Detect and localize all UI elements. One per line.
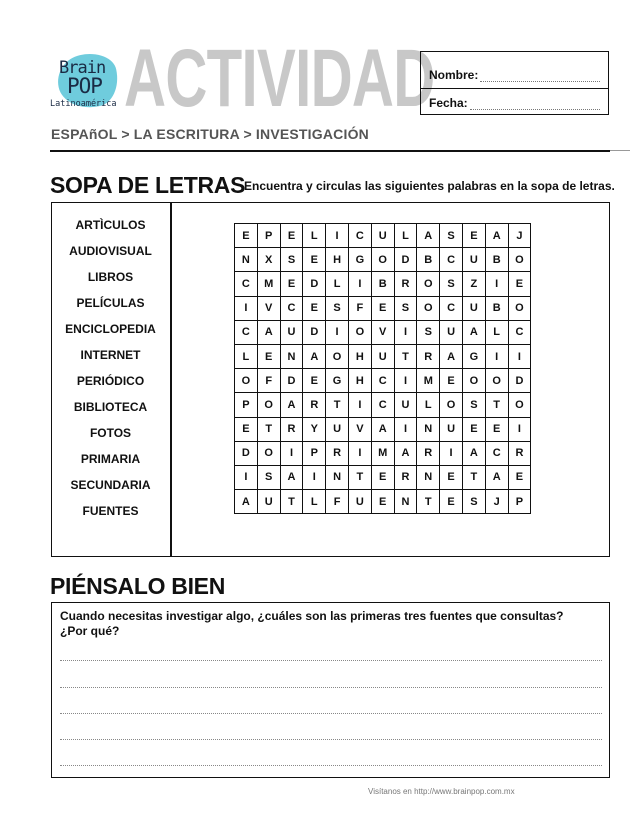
grid-cell[interactable]: B [485,248,508,272]
grid-cell[interactable]: H [348,369,371,393]
grid-cell[interactable]: T [326,393,349,417]
grid-cell[interactable]: G [326,369,349,393]
grid-cell[interactable]: A [485,224,508,248]
grid-cell[interactable]: G [462,344,485,368]
grid-cell[interactable]: A [417,224,440,248]
grid-cell[interactable]: I [485,344,508,368]
grid-cell[interactable]: E [257,344,280,368]
grid-cell[interactable]: D [303,272,326,296]
brainpop-logo [50,52,120,112]
grid-cell[interactable]: E [440,369,463,393]
grid-cell[interactable]: C [440,248,463,272]
grid-cell[interactable]: O [257,393,280,417]
grid-cell[interactable]: R [280,417,303,441]
grid-cell[interactable]: E [371,490,394,514]
grid-cell[interactable]: N [235,248,258,272]
grid-cell[interactable]: O [235,369,258,393]
grid-cell[interactable]: A [394,441,417,465]
word-list-item: FUENTES [82,504,139,518]
grid-cell[interactable]: E [235,224,258,248]
grid-cell[interactable]: M [417,369,440,393]
grid-cell[interactable]: O [371,248,394,272]
grid-cell[interactable]: V [257,296,280,320]
grid-cell[interactable]: I [348,441,371,465]
grid-cell[interactable]: L [303,224,326,248]
grid-cell[interactable]: B [371,272,394,296]
word-list-item: SECUNDARIA [70,478,151,492]
grid-cell[interactable]: S [280,248,303,272]
grid-cell[interactable]: S [462,490,485,514]
grid-cell[interactable]: H [326,248,349,272]
word-list-item: AUDIOVISUAL [69,244,152,258]
grid-cell[interactable]: U [371,344,394,368]
grid-cell[interactable]: C [280,296,303,320]
grid-cell[interactable]: O [440,393,463,417]
grid-cell[interactable]: E [235,417,258,441]
grid-cell[interactable]: A [257,320,280,344]
word-list-item: INTERNET [80,348,141,362]
header-divider [50,150,610,152]
grid-cell[interactable]: A [280,393,303,417]
grid-cell[interactable]: E [485,417,508,441]
grid-cell[interactable]: A [371,417,394,441]
grid-cell[interactable]: R [394,272,417,296]
grid-cell[interactable]: O [485,369,508,393]
grid-cell[interactable]: S [326,296,349,320]
answer-line-3[interactable] [60,713,602,714]
answer-line-2[interactable] [60,687,602,688]
grid-cell[interactable]: T [394,344,417,368]
grid-cell[interactable]: I [280,441,303,465]
grid-cell[interactable]: U [462,248,485,272]
grid-cell[interactable]: C [440,296,463,320]
grid-row [235,272,531,296]
date-row [421,84,608,110]
name-date-box [420,51,609,115]
grid-cell[interactable]: U [394,393,417,417]
grid-cell[interactable]: I [348,272,371,296]
grid-cell[interactable]: L [326,272,349,296]
logo-brain-text: Brain [59,58,106,78]
logo-latam-text: Latinoamérica [50,99,117,109]
grid-cell[interactable]: R [417,441,440,465]
grid-cell[interactable]: A [440,344,463,368]
grid-cell[interactable]: L [235,344,258,368]
grid-cell[interactable]: E [462,224,485,248]
grid-cell[interactable]: D [235,441,258,465]
grid-cell[interactable]: G [348,248,371,272]
activity-title: ACTIVIDAD [124,33,435,124]
answer-line-1[interactable] [60,660,602,661]
grid-row [235,344,531,368]
grid-cell[interactable]: E [371,465,394,489]
grid-row [235,248,531,272]
grid-cell[interactable]: J [508,224,531,248]
grid-cell[interactable]: E [371,296,394,320]
grid-cell[interactable]: O [257,441,280,465]
grid-cell[interactable]: I [348,393,371,417]
grid-cell[interactable]: S [440,224,463,248]
grid-cell[interactable]: I [326,224,349,248]
grid-cell[interactable]: O [417,296,440,320]
grid-row [235,369,531,393]
name-field[interactable] [480,71,600,82]
grid-row [235,224,531,248]
grid-cell[interactable]: C [235,320,258,344]
question-line-1: Cuando necesitas investigar algo, ¿cuáles son las primeras tres fuentes que consultas? [60,609,564,623]
grid-cell[interactable]: R [394,465,417,489]
grid-cell[interactable]: A [235,490,258,514]
grid-cell[interactable]: C [485,441,508,465]
grid-cell[interactable]: O [508,296,531,320]
sopa-instruction: Encuentra y circulas las siguientes palabras en la sopa de letras. [244,179,615,193]
grid-cell[interactable]: A [485,465,508,489]
grid-cell[interactable]: U [462,296,485,320]
sopa-divider [170,202,172,557]
grid-cell[interactable]: O [417,272,440,296]
word-list-item: PELÍCULAS [76,296,145,310]
grid-cell[interactable]: L [485,320,508,344]
grid-cell[interactable]: R [417,344,440,368]
grid-cell[interactable]: E [440,490,463,514]
grid-cell[interactable]: E [508,272,531,296]
grid-cell[interactable]: V [348,417,371,441]
word-list-item: PRIMARIA [80,452,141,466]
grid-row [235,441,531,465]
grid-cell[interactable]: A [462,320,485,344]
grid-cell[interactable]: P [235,393,258,417]
grid-row [235,393,531,417]
grid-cell[interactable]: S [257,465,280,489]
grid-cell[interactable]: T [257,417,280,441]
answer-line-4[interactable] [60,739,602,740]
grid-cell[interactable]: O [326,344,349,368]
grid-cell[interactable]: I [235,296,258,320]
grid-cell[interactable]: I [440,441,463,465]
question-text [60,609,600,639]
piensalo-title: PIÉNSALO BIEN [50,573,226,599]
grid-cell[interactable]: U [326,417,349,441]
date-label: Fecha: [429,96,468,110]
grid-cell[interactable]: T [348,465,371,489]
sopa-title: SOPA DE LETRAS [50,172,246,198]
grid-cell[interactable]: I [235,465,258,489]
grid-cell[interactable]: P [303,441,326,465]
grid-cell[interactable]: M [371,441,394,465]
grid-cell[interactable]: E [280,272,303,296]
grid-cell[interactable]: E [440,465,463,489]
grid-cell[interactable]: N [417,417,440,441]
grid-cell[interactable]: U [280,320,303,344]
breadcrumb: ESPAñOL > LA ESCRITURA > INVESTIGACIÓN [51,126,369,142]
grid-cell[interactable]: E [303,248,326,272]
word-list-item: ENCICLOPEDIA [65,322,156,336]
grid-cell[interactable]: F [326,490,349,514]
grid-cell[interactable]: C [348,224,371,248]
grid-cell[interactable]: D [303,320,326,344]
word-list-item: BIBLIOTECA [73,400,148,414]
grid-cell[interactable]: I [508,417,531,441]
grid-cell[interactable]: E [303,296,326,320]
grid-cell[interactable]: I [326,320,349,344]
grid-cell[interactable]: L [417,393,440,417]
footer-url: Visítanos en http://www.brainpop.com.mx [368,787,515,796]
grid-cell[interactable]: N [280,344,303,368]
grid-cell[interactable]: T [417,490,440,514]
grid-cell[interactable]: L [303,490,326,514]
grid-cell[interactable]: V [371,320,394,344]
grid-cell[interactable]: B [485,296,508,320]
grid-cell[interactable]: S [394,296,417,320]
grid-cell[interactable]: C [371,369,394,393]
logo-pop-text: POP [67,74,102,98]
word-list-item: ARTÌCULOS [75,218,146,232]
grid-cell[interactable]: X [257,248,280,272]
grid-cell[interactable]: I [394,320,417,344]
header-divider-extension [610,150,630,151]
grid-row [235,465,531,489]
grid-cell[interactable]: Y [303,417,326,441]
grid-cell[interactable]: I [394,417,417,441]
grid-cell[interactable]: N [326,465,349,489]
grid-row [235,417,531,441]
grid-cell[interactable]: Z [462,272,485,296]
grid-row [235,296,531,320]
grid-cell[interactable]: T [485,393,508,417]
grid-cell[interactable]: E [280,224,303,248]
grid-cell[interactable]: F [348,296,371,320]
word-list [51,212,170,524]
grid-cell[interactable]: I [303,465,326,489]
grid-cell[interactable]: U [348,490,371,514]
date-field[interactable] [470,99,600,110]
grid-cell[interactable]: E [508,465,531,489]
grid-cell[interactable]: L [394,224,417,248]
grid-cell[interactable]: F [257,369,280,393]
grid-cell[interactable]: O [462,369,485,393]
name-label: Nombre: [429,68,479,82]
grid-cell[interactable]: S [417,320,440,344]
grid-cell[interactable]: A [303,344,326,368]
grid-cell[interactable]: T [280,490,303,514]
grid-cell[interactable]: D [394,248,417,272]
answer-line-5[interactable] [60,765,602,766]
grid-cell[interactable]: H [348,344,371,368]
grid-cell[interactable]: I [508,344,531,368]
word-list-item: FOTOS [89,426,132,440]
grid-cell[interactable]: N [394,490,417,514]
letter-grid [234,223,531,514]
grid-cell[interactable]: R [303,393,326,417]
grid-row [235,490,531,514]
grid-cell[interactable]: P [257,224,280,248]
grid-cell[interactable]: U [440,320,463,344]
word-list-item: LIBROS [87,270,134,284]
question-line-2: ¿Por qué? [60,624,120,638]
grid-cell[interactable]: O [508,248,531,272]
grid-cell[interactable]: B [417,248,440,272]
grid-cell[interactable]: T [462,465,485,489]
grid-cell[interactable]: U [257,490,280,514]
grid-cell[interactable]: M [257,272,280,296]
grid-cell[interactable]: R [508,441,531,465]
grid-cell[interactable]: U [440,417,463,441]
grid-cell[interactable]: O [508,393,531,417]
grid-cell[interactable]: U [371,224,394,248]
grid-cell[interactable]: C [235,272,258,296]
grid-cell[interactable]: C [508,320,531,344]
word-list-item: PERIÓDICO [76,374,145,388]
grid-cell[interactable]: A [280,465,303,489]
grid-cell[interactable]: A [462,441,485,465]
grid-cell[interactable]: D [508,369,531,393]
grid-cell[interactable]: N [417,465,440,489]
grid-cell[interactable]: E [462,417,485,441]
grid-cell[interactable]: J [485,490,508,514]
grid-cell[interactable]: I [394,369,417,393]
grid-cell[interactable]: C [371,393,394,417]
grid-cell[interactable]: I [485,272,508,296]
grid-cell[interactable]: R [326,441,349,465]
grid-cell[interactable]: P [508,490,531,514]
grid-cell[interactable]: D [280,369,303,393]
grid-cell[interactable]: S [462,393,485,417]
grid-cell[interactable]: S [440,272,463,296]
grid-row [235,320,531,344]
grid-cell[interactable]: E [303,369,326,393]
grid-cell[interactable]: O [348,320,371,344]
